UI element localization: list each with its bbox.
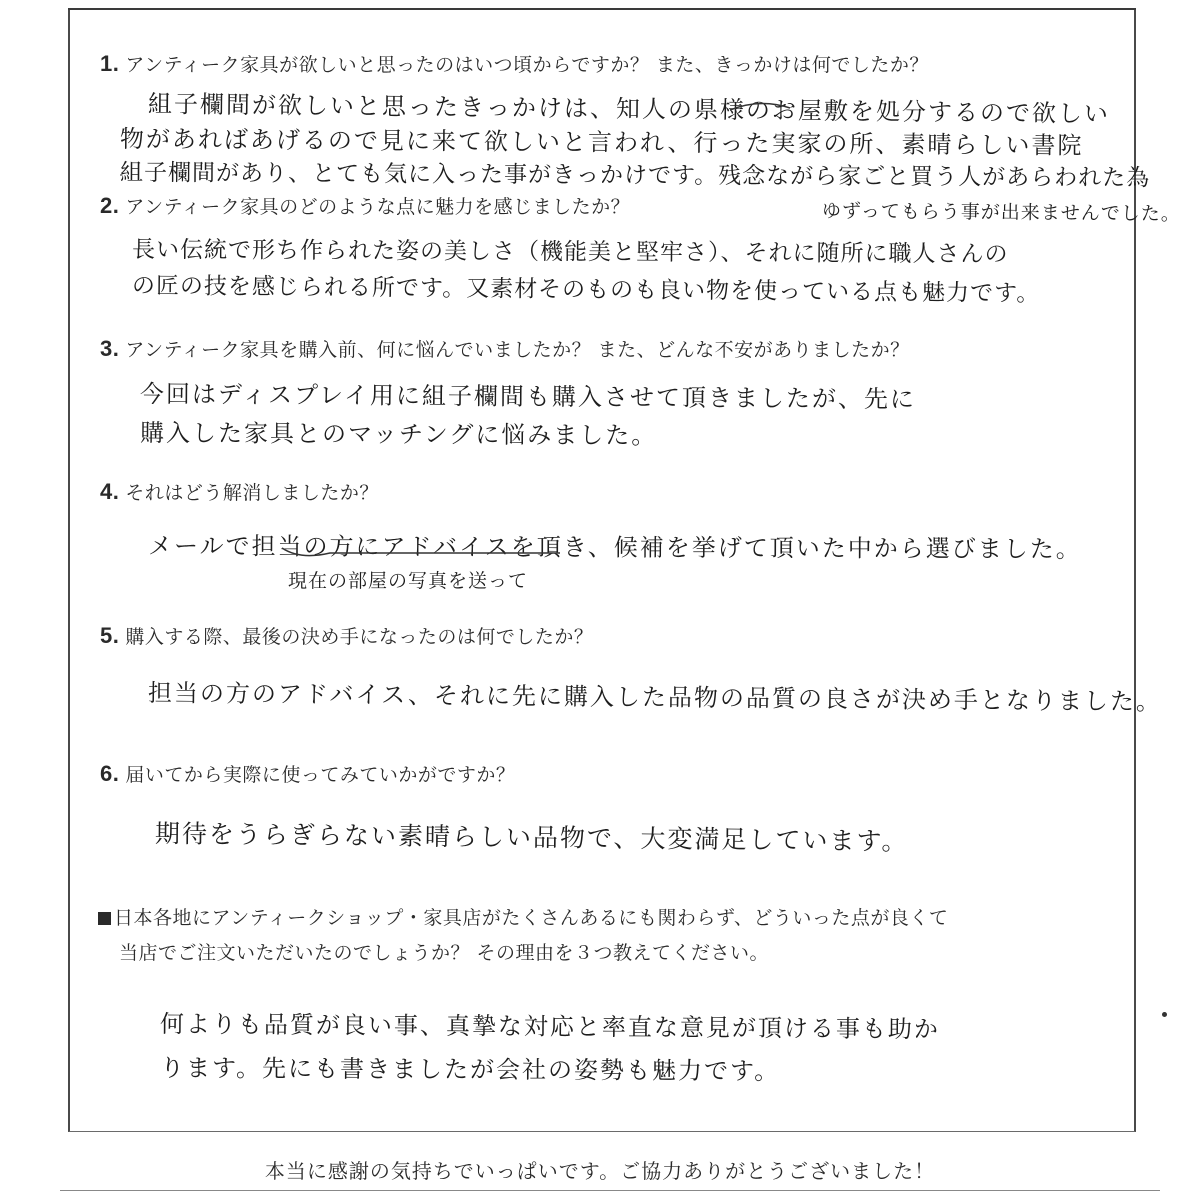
answer-1-line-2: 物があればあげるので見に来て欲しいと言われ、行った実家の所、素晴らしい書院 [119, 125, 1084, 160]
final-answer-line-1: 何よりも品質が良い事、真摯な対応と率直な意見が頂ける事も助か [159, 1010, 941, 1044]
question-4 [100, 478, 379, 505]
question-6 [100, 760, 515, 787]
answer-1-side-note: ゆずってもらう事が出来ませんでした。 [821, 200, 1181, 226]
answer-3-line-2: 購入した家具とのマッチングに悩みました。 [139, 419, 658, 450]
question-6-number: 6. [100, 761, 120, 786]
question-2-number: 2. [100, 193, 120, 218]
bottom-rule [60, 1190, 1160, 1191]
final-answer-line-2: ります。先にも書きましたが会社の姿勢も魅力です。 [159, 1054, 781, 1086]
question-2-text: アンティーク家具のどのような点に魅力を感じましたか？ [125, 196, 631, 218]
question-3-text: アンティーク家具を購入前、何に悩んでいましたか？ また、どんな不安がありましたか？ [125, 339, 910, 361]
question-4-text: それはどう解消しましたか？ [125, 482, 379, 504]
question-1-text: アンティーク家具が欲しいと思ったのはいつ頃からですか？ また、きっかけは何でしたか？ [125, 54, 929, 76]
answer-3-line-1: 今回はディスプレイ用に組子欄間も購入させて頂きましたが、先に [139, 380, 916, 414]
final-question-text-1: 日本各地にアンティークショップ・家具店がたくさんあるにも関わらず、どういった点が良くて [114, 907, 949, 929]
answer-4-line-1: メールで担当の方にアドバイスを頂き、候補を挙げて頂いた中から選びました。 [147, 532, 1082, 564]
question-2 [100, 192, 630, 219]
question-5 [100, 622, 593, 649]
answer-6-line-1: 期待をうらぎらない素晴らしい品物で、大変満足しています。 [154, 819, 909, 856]
question-1-number: 1. [100, 51, 120, 76]
footer-thanks: 本当に感謝の気持ちでいっぱいです。ご協力ありがとうございました！ [264, 1159, 936, 1183]
answer-1-line-3: 組子欄間があり、とても気に入った事がきっかけです。残念ながら家ごと買う人があらわれた為 [119, 160, 1151, 192]
answer-2-line-2: の匠の技を感じられる所です。又素材そのものも良い物を使っている点も魅力です。 [131, 273, 1041, 307]
answer-4-insert-note: 現在の部屋の写真を送って [288, 570, 529, 592]
answer-1-line-1: 組子欄間が欲しいと思ったきっかけは、知人の県様のお屋敷を処分するので欲しい [147, 90, 1111, 129]
square-bullet-icon [98, 912, 111, 925]
question-4-number: 4. [100, 479, 120, 504]
question-5-number: 5. [100, 623, 120, 648]
question-3 [100, 335, 910, 362]
question-5-text: 購入する際、最後の決め手になったのは何でしたか？ [125, 626, 594, 648]
stray-ink-dot [1162, 1012, 1167, 1017]
question-3-number: 3. [100, 336, 120, 361]
question-1 [100, 50, 929, 77]
question-6-text: 届いてから実際に使ってみていかがですか？ [125, 764, 516, 786]
answer-2-line-1: 長い伝統で形ち作られた姿の美しさ（機能美と堅牢さ）、それに随所に職人さんの [131, 237, 1009, 268]
final-question-text-2: 当店でご注文いただいたのでしょうか？ その理由を３つ教えてください。 [119, 942, 770, 964]
answer-5-line-1: 担当の方のアドバイス、それに先に購入した品物の品質の良さが決め手となりました。 [147, 679, 1163, 716]
final-question-line-1 [98, 903, 948, 930]
